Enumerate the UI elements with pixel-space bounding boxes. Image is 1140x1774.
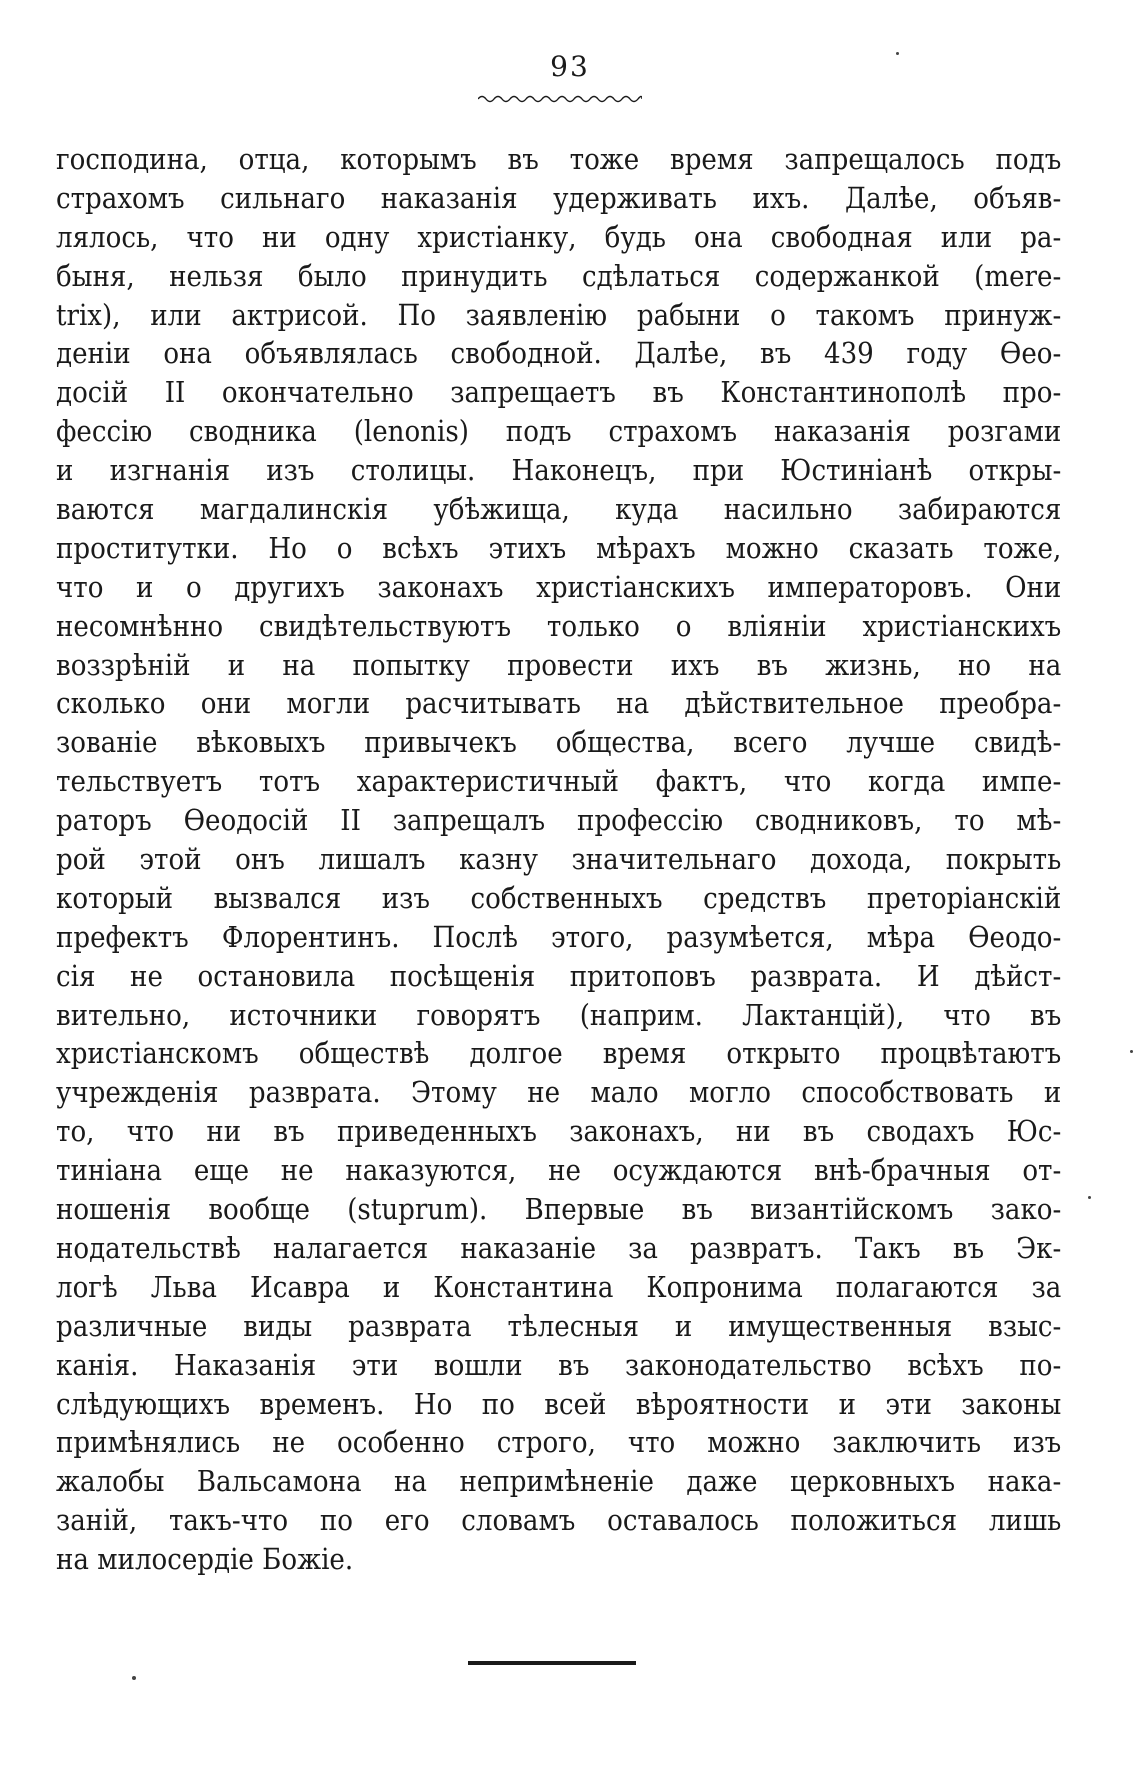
text-line: учрежденія разврата. Этому не мало могло способствовать и [56, 1075, 1062, 1110]
text-line: логѣ Льва Исавра и Константина Копронима полагаются за [56, 1269, 1062, 1304]
text-line: различные виды разврата тѣлесныя и имущественныя взыс- [56, 1308, 1062, 1343]
wavy-ornament [478, 93, 642, 105]
text-line: жалобы Вальсамона на непримѣненіе даже церковныхъ нака- [56, 1464, 1062, 1499]
text-line: вительно, источники говорятъ (наприм. Лактанцій), что въ [56, 997, 1062, 1032]
text-line: быня, нельзя было принудить сдѣлаться содержанкой (mere- [56, 258, 1062, 293]
text-line: рой этой онъ лишалъ казну значительнаго дохода, покрыть [56, 842, 1062, 877]
text-line: префектъ Флорентинъ. Послѣ этого, разумѣется, мѣра Ѳеодо- [56, 919, 1062, 954]
text-line: тиніана еще не наказуются, не осуждаются внѣ-брачныя от- [56, 1153, 1062, 1188]
page-number: 93 [550, 50, 590, 83]
text-line: христіанскомъ обществѣ долгое время открыто процвѣтаютъ [56, 1036, 1062, 1071]
text-line: который вызвался изъ собственныхъ средствъ преторіанскій [56, 880, 1062, 915]
text-line: тельствуетъ тотъ характеристичный фактъ, что когда импе- [56, 764, 1062, 799]
scan-speck [1130, 1050, 1133, 1053]
text-line: несомнѣнно свидѣтельствуютъ только о вліяніи христіанскихъ [56, 608, 1062, 643]
body-text [56, 140, 1062, 1579]
text-line: сія не остановила посѣщенія притоповъ разврата. И дѣйст- [56, 958, 1062, 993]
scan-speck [132, 1676, 136, 1680]
text-line: проститутки. Но о всѣхъ этихъ мѣрахъ можно сказать тоже, [56, 530, 1062, 565]
text-line: воззрѣній и на попытку провести ихъ въ жизнь, но на [56, 647, 1062, 682]
text-line: заній, такъ-что по его словамъ оставалось положиться лишь [56, 1503, 1062, 1538]
text-line: лялось, что ни одну христіанку, будь она свободная или ра- [56, 219, 1062, 254]
text-line: канія. Наказанія эти вошли въ законодательство всѣхъ по- [56, 1347, 1062, 1382]
text-line: деніи она объявлялась свободной. Далѣе, въ 439 году Ѳео- [56, 336, 1062, 371]
text-line: слѣдующихъ временъ. Но по всей вѣроятности и эти законы [56, 1386, 1062, 1421]
end-rule [468, 1661, 636, 1665]
text-line: фессію сводника (lenonis) подъ страхомъ наказанія розгами [56, 414, 1062, 449]
text-line: trix), или актрисой. По заявленію рабыни о такомъ принуж- [56, 297, 1062, 332]
text-line: то, что ни въ приведенныхъ законахъ, ни въ сводахъ Юс- [56, 1114, 1062, 1149]
text-line: что и о другихъ законахъ христіанскихъ императоровъ. Они [56, 569, 1062, 604]
text-line: раторъ Ѳеодосій II запрещалъ профессію сводниковъ, то мѣ- [56, 803, 1062, 838]
text-line: сколько они могли расчитывать на дѣйствительное преобра- [56, 686, 1062, 721]
text-line: примѣнялись не особенно строго, что можно заключить изъ [56, 1425, 1062, 1460]
scan-speck [1088, 1196, 1091, 1199]
text-line: господина, отца, которымъ въ тоже время запрещалось подъ [56, 142, 1062, 176]
text-line-last: на милосердіе Божіе. [56, 1542, 354, 1577]
text-line: страхомъ сильнаго наказанія удерживать ихъ. Далѣе, объяв- [56, 180, 1062, 215]
scan-speck [896, 52, 899, 55]
text-line: ношенія вообще (stuprum). Впервые въ византійскомъ зако- [56, 1192, 1062, 1227]
text-line: и изгнанія изъ столицы. Наконецъ, при Юстиніанѣ откры- [56, 453, 1062, 488]
text-line: зованіе вѣковыхъ привычекъ общества, всего лучше свидѣ- [56, 725, 1062, 760]
text-line: нодательствѣ налагается наказаніе за развратъ. Такъ въ Эк- [56, 1230, 1062, 1265]
text-line: ваются магдалинскія убѣжища, куда насильно забираются [56, 492, 1062, 527]
text-line: досій II окончательно запрещаетъ въ Константинополѣ про- [56, 375, 1062, 410]
